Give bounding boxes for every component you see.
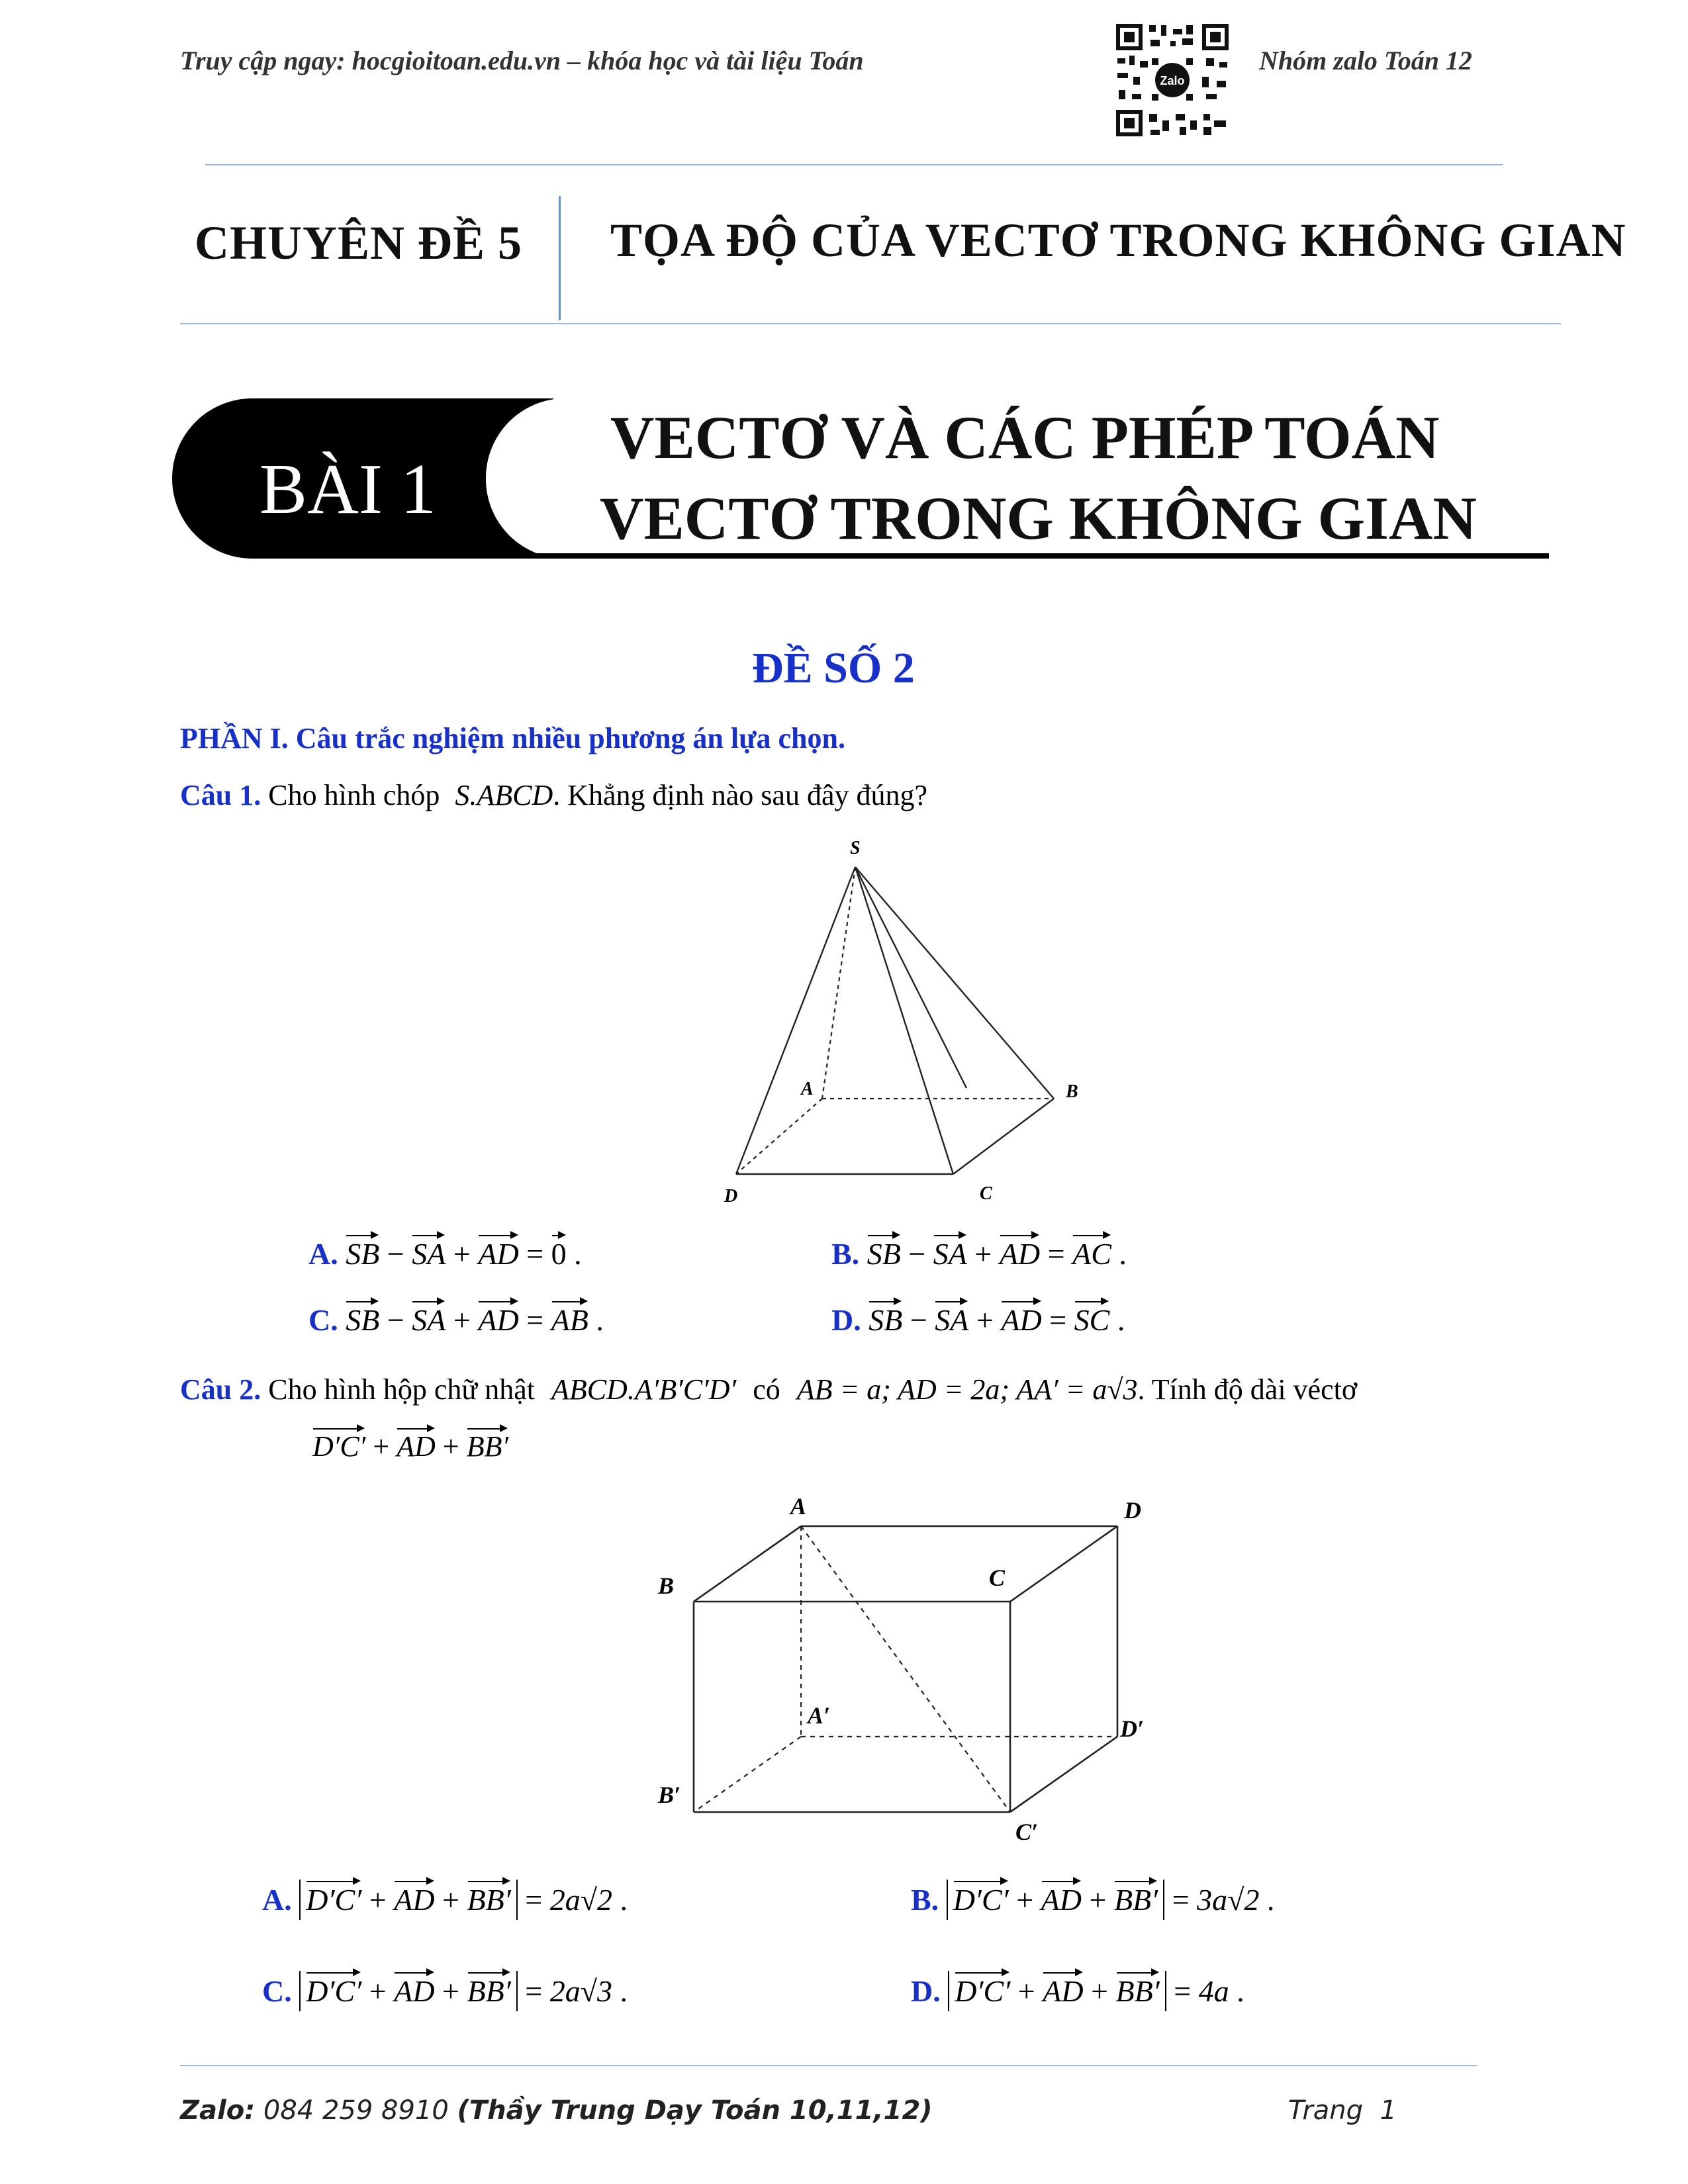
- vec-d1c1: D′C′: [306, 1883, 362, 1917]
- vec-ad: AD: [1001, 1303, 1042, 1337]
- q2-option-d[interactable]: D. D′C′ + AD + BB′ = 4a .: [911, 1971, 1244, 2011]
- vec-bb1: BB′: [466, 1430, 509, 1463]
- question-2-label: Câu 2.: [180, 1373, 261, 1406]
- label-D: D: [724, 1186, 738, 1206]
- q1-option-c[interactable]: C. SB − SA + AD = AB .: [308, 1303, 604, 1337]
- q1-option-b[interactable]: B. SB − SA + AD = AC .: [831, 1237, 1127, 1271]
- question-2-given: AB = a; AD = 2a; AA′ = a√3: [796, 1373, 1138, 1406]
- abs-value: D′C′ + AD + BB′: [948, 1971, 1166, 2011]
- vec-ad: AD: [999, 1237, 1041, 1271]
- vec-sb: SB: [346, 1303, 380, 1337]
- zalo-qr-code[interactable]: [1113, 21, 1231, 139]
- label-C1: C′: [1015, 1819, 1039, 1845]
- vec-zero: 0: [551, 1237, 567, 1271]
- vec-sa: SA: [412, 1303, 446, 1337]
- vec-sb: SB: [346, 1237, 380, 1271]
- header-site-link[interactable]: Truy cập ngay: hocgioitoan.edu.vn – khóa học và tài liệu Toán: [180, 46, 864, 75]
- question-2-expression: D′C′ + AD + BB′: [312, 1430, 509, 1463]
- footer-zalo-label: Zalo:: [180, 2095, 256, 2126]
- q1-option-c-label: C.: [308, 1303, 338, 1337]
- question-1: [180, 778, 927, 812]
- q2-option-c[interactable]: C. D′C′ + AD + BB′ = 2a√3 .: [262, 1971, 628, 2011]
- zalo-logo-text: Zalo: [1160, 74, 1185, 87]
- vec-sc: SC: [1074, 1303, 1110, 1337]
- topic-title: TỌA ĐỘ CỦA VECTƠ TRONG KHÔNG GIAN: [610, 214, 1626, 267]
- question-1-label: Câu 1.: [180, 779, 261, 811]
- lesson-badge-text: BÀI 1: [259, 450, 436, 529]
- label-D: D: [1124, 1497, 1141, 1524]
- vec-ad: AD: [478, 1237, 519, 1271]
- vec-bb1: BB′: [467, 1883, 511, 1917]
- vec-ad: AD: [1043, 1974, 1084, 2008]
- question-1-figure: S.ABCD: [455, 779, 553, 811]
- question-2-text: Cho hình hộp chữ nhật: [268, 1373, 535, 1406]
- vec-bb1: BB′: [1113, 1883, 1158, 1917]
- question-1-text: Cho hình chóp: [268, 779, 440, 811]
- q2-option-b-label: B.: [911, 1883, 939, 1917]
- header-zalo-group[interactable]: Nhóm zalo Toán 12: [1259, 46, 1472, 75]
- question-2: [180, 1373, 1357, 1406]
- label-A: A: [801, 1079, 814, 1099]
- vec-bb1: BB′: [467, 1974, 511, 2008]
- topic-separator: [559, 196, 561, 320]
- topic-label: CHUYÊN ĐỀ 5: [195, 216, 523, 269]
- question-2-text-mid: có: [753, 1373, 780, 1406]
- vec-sa: SA: [935, 1303, 969, 1337]
- label-C: C: [989, 1565, 1006, 1591]
- vec-ab: AB: [551, 1303, 588, 1337]
- vec-ac: AC: [1072, 1237, 1111, 1271]
- vec-d1c1: D′C′: [306, 1974, 362, 2008]
- vec-ad: AD: [1041, 1883, 1082, 1917]
- label-B: B: [658, 1572, 675, 1599]
- q1-option-b-label: B.: [831, 1237, 860, 1271]
- footer-divider: [180, 2065, 1477, 2066]
- label-B1: B′: [658, 1782, 681, 1808]
- q2-option-b[interactable]: B. D′C′ + AD + BB′ = 3a√2 .: [911, 1880, 1274, 1920]
- q2-option-b-value: 3a√2: [1197, 1883, 1260, 1917]
- box-figure: [649, 1482, 1178, 1853]
- page-number: Trang 1: [1288, 2095, 1397, 2126]
- label-C: C: [980, 1183, 992, 1204]
- q1-option-a[interactable]: A. SB − SA + AD = 0 .: [308, 1237, 582, 1271]
- vec-sa: SA: [412, 1237, 446, 1271]
- abs-value: D′C′ + AD + BB′: [947, 1880, 1165, 1920]
- vec-d1c1: D′C′: [953, 1883, 1009, 1917]
- abs-value: D′C′ + AD + BB′: [299, 1880, 518, 1920]
- exam-title: ĐỀ SỐ 2: [752, 644, 915, 692]
- q2-option-c-value: 2a√3: [549, 1974, 612, 2008]
- footer-contact[interactable]: [180, 2095, 933, 2126]
- lesson-title-line1: VECTƠ VÀ CÁC PHÉP TOÁN: [610, 404, 1440, 471]
- vec-d1c1: D′C′: [955, 1974, 1011, 2008]
- lesson-title-line2: VECTƠ TRONG KHÔNG GIAN: [600, 484, 1477, 552]
- question-1-text-after: . Khẳng định nào sau đây đúng?: [553, 779, 928, 811]
- q2-option-a[interactable]: A. D′C′ + AD + BB′ = 2a√2 .: [262, 1880, 628, 1920]
- vec-ad: AD: [394, 1883, 435, 1917]
- header-divider: [205, 164, 1503, 165]
- section-heading: PHẦN I. Câu trắc nghiệm nhiều phương án lựa chọn.: [180, 722, 845, 754]
- vec-bb1: BB′: [1115, 1974, 1160, 2008]
- q2-option-a-label: A.: [262, 1883, 292, 1917]
- vec-ad: AD: [478, 1303, 519, 1337]
- vec-ad: AD: [394, 1974, 435, 2008]
- question-2-text-after: . Tính độ dài véctơ: [1137, 1373, 1358, 1406]
- q2-option-a-value: 2a√2: [549, 1883, 612, 1917]
- footer-zalo-number: 084 259 8910: [255, 2095, 457, 2126]
- pyramid-figure: [715, 827, 1086, 1211]
- q2-option-c-label: C.: [262, 1974, 292, 2008]
- q1-option-a-label: A.: [308, 1237, 338, 1271]
- footer-teacher: (Thầy Trung Dạy Toán 10,11,12): [457, 2095, 933, 2126]
- label-D1: D′: [1120, 1715, 1145, 1742]
- vec-ad: AD: [397, 1430, 436, 1463]
- label-S: S: [850, 838, 861, 858]
- label-A1: A′: [808, 1702, 831, 1729]
- vec-sb: SB: [867, 1237, 901, 1271]
- q2-option-d-label: D.: [911, 1974, 941, 2008]
- q1-option-d-label: D.: [831, 1303, 861, 1337]
- vec-d1c1: D′C′: [312, 1430, 366, 1463]
- label-B: B: [1066, 1081, 1078, 1102]
- abs-value: D′C′ + AD + BB′: [299, 1971, 518, 2011]
- vec-sa: SA: [933, 1237, 967, 1271]
- vec-sb: SB: [868, 1303, 903, 1337]
- question-2-figure: ABCD.A′B′C′D′: [551, 1373, 737, 1406]
- label-A: A: [790, 1493, 807, 1520]
- q2-option-d-value: 4a: [1198, 1974, 1229, 2008]
- topic-divider: [180, 323, 1561, 324]
- q1-option-d[interactable]: D. SB − SA + AD = SC .: [831, 1303, 1125, 1337]
